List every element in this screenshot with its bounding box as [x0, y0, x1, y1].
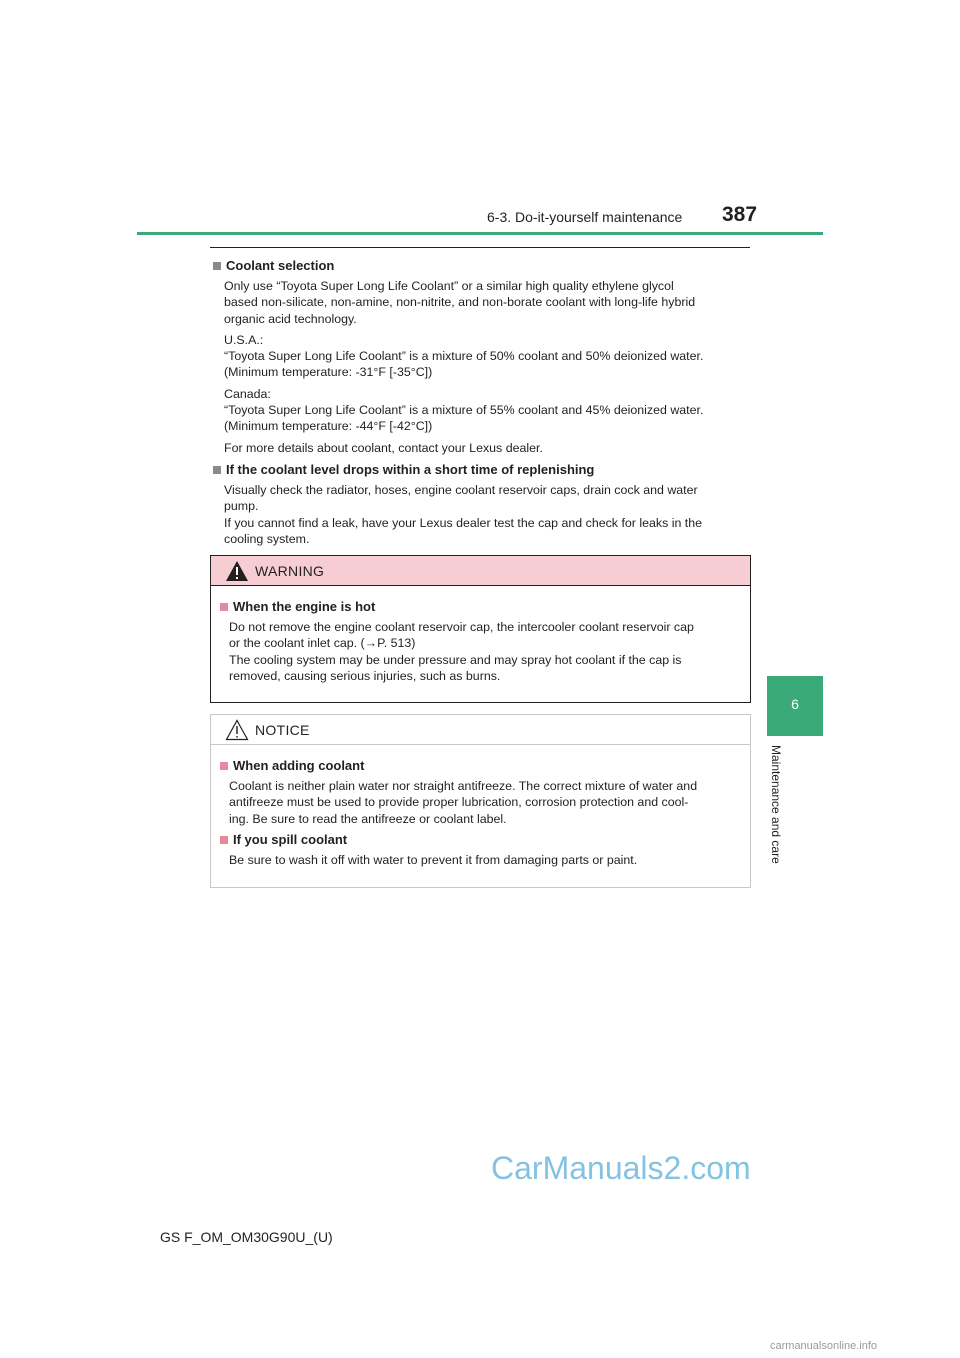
notice-item-heading: When adding coolant [233, 758, 365, 773]
warning-box [210, 555, 751, 703]
warning-item-text [229, 619, 742, 684]
notice-item-heading: If you spill coolant [233, 831, 348, 847]
warning-label: WARNING [255, 562, 325, 579]
text-line: cooling system. [224, 531, 310, 546]
square-bullet-icon [213, 262, 221, 270]
notice-label: NOTICE [255, 721, 310, 738]
text-line: Coolant is neither plain water nor straight antifreeze. The correct mixture of water and [229, 779, 698, 793]
text-line: based non-silicate, non-amine, non-nitrite, and non-borate coolant with long-life hybrid [224, 295, 696, 310]
notice-header [211, 715, 750, 745]
text-line: organic acid technology. [224, 311, 357, 326]
page-number: 387 [722, 203, 758, 226]
text-line: The cooling system may be under pressure and may spray hot coolant if the cap is [229, 652, 682, 667]
chapter-tab[interactable] [767, 676, 823, 736]
warning-item-heading: When the engine is hot [233, 599, 376, 614]
header-section-title: 6-3. Do-it-yourself maintenance [487, 209, 683, 225]
paragraph [224, 440, 746, 456]
warning-triangle-icon [225, 560, 249, 582]
text-line: antifreeze must be used to provide proper lubrication, corrosion protection and cool- [229, 795, 689, 810]
watermark-carmanuals2: CarManuals2.com [491, 1150, 751, 1186]
paragraph [224, 332, 746, 381]
notice-box [210, 714, 751, 888]
text-line: Canada: [224, 386, 271, 401]
text-line: “Toyota Super Long Life Coolant” is a mixture of 50% coolant and 50% deionized water. [224, 349, 704, 364]
text-line: U.S.A.: [224, 332, 264, 347]
text-line: (Minimum temperature: -44°F [-42°C]) [224, 419, 433, 434]
text-line: (Minimum temperature: -31°F [-35°C]) [224, 365, 433, 380]
section-heading: Coolant selection [226, 258, 335, 273]
content-top-rule [210, 247, 750, 248]
warning-header [211, 556, 750, 586]
text-line: Do not remove the engine coolant reservoir cap, the intercooler coolant reservoir cap [229, 620, 694, 634]
section-heading: If the coolant level drops within a short time of replenishing [226, 461, 595, 477]
text-line: removed, causing serious injuries, such as burns. [229, 668, 501, 683]
text-line: Be sure to wash it off with water to prevent it from damaging parts or paint. [229, 852, 638, 867]
text-line: or the coolant inlet cap. (→P. 513) [229, 636, 416, 651]
chapter-number: 6 [791, 696, 799, 712]
main-content [210, 257, 746, 547]
text-line: If you cannot find a leak, have your Lexus dealer test the cap and check for leaks in the [224, 515, 703, 530]
square-bullet-icon [220, 836, 228, 844]
footer-document-code: GS F_OM_OM30G90U_(U) [160, 1229, 333, 1245]
paragraph [224, 278, 746, 327]
paragraph [224, 386, 746, 435]
watermark-carmanualsonline: carmanualsonline.info [770, 1340, 878, 1352]
section-coolant-level-drops [210, 461, 746, 547]
text-line: ing. Be sure to read the antifreeze or coolant label. [229, 811, 507, 826]
text-line: “Toyota Super Long Life Coolant” is a mixture of 55% coolant and 45% deionized water. [224, 403, 704, 418]
square-bullet-icon [220, 762, 228, 770]
text-line: pump. [224, 499, 259, 514]
text-line: For more details about coolant, contact your Lexus dealer. [224, 440, 543, 455]
notice-triangle-icon [225, 719, 249, 741]
notice-item-text [229, 778, 742, 827]
square-bullet-icon [220, 603, 228, 611]
square-bullet-icon [213, 466, 221, 474]
paragraph [224, 482, 746, 547]
chapter-title: Maintenance and care [769, 745, 783, 864]
text-line: Visually check the radiator, hoses, engine coolant reservoir caps, drain cock and water [224, 482, 698, 497]
chapter-title-vertical [769, 745, 789, 890]
text-line: Only use “Toyota Super Long Life Coolant” or a similar high quality ethylene glycol [224, 279, 674, 293]
section-coolant-selection [210, 257, 746, 456]
header-rule [137, 232, 823, 235]
notice-item-text [229, 852, 742, 868]
